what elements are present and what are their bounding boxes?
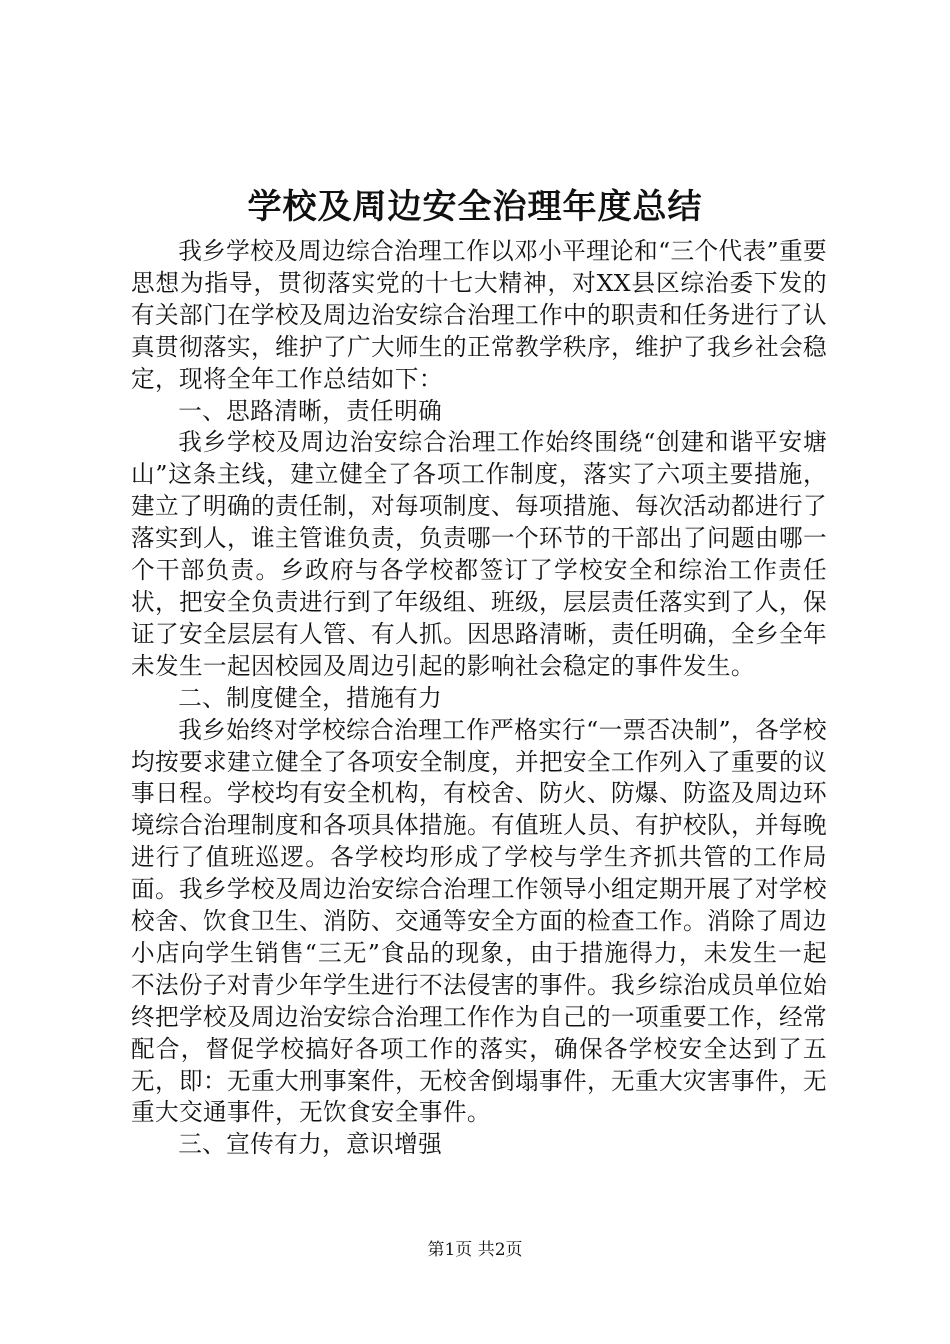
document-body <box>131 236 827 1161</box>
section-heading-1: 一、思路清晰，责任明确 <box>178 396 443 425</box>
section-heading-3: 三、宣传有力，意识增强 <box>178 1130 443 1159</box>
paragraph-section-1: 我乡学校及周边治安综合治理工作始终围绕“创建和谐平安塘山”这条主线，建立健全了各项工作制度，落实了六项主要措施，建立了明确的责任制，对每项制度、每项措施、每次活动都进行了落实到人，谁主管谁负责，负责哪一个环节的干部出了问题由哪一个干部负责。乡政府与各学校都签订了学校安全和综治工作责任状，把安全负责进行到了年级组、班级，层层责任落实到了人，保证了安全层层有人管、有人抓。因思路清晰，责任明确，全乡全年未发生一起因校园及周边引起的影响社会稳定的事件发生。 <box>131 428 827 680</box>
section-heading-2: 二、制度健全，措施有力 <box>178 683 443 712</box>
paragraph-intro: 我乡学校及周边综合治理工作以邓小平理论和“三个代表”重要思想为指导，贯彻落实党的十七大精神，对XX县区综治委下发的有关部门在学校及周边治安综合治理工作中的职责和任务进行了认真贯彻落实，维护了广大师生的正常教学秩序，维护了我乡社会稳定，现将全年工作总结如下： <box>131 237 827 393</box>
page-number: 第1页 共2页 <box>427 1240 523 1260</box>
document-title: 学校及周边安全治理年度总结 <box>247 187 703 227</box>
paragraph-section-2: 我乡始终对学校综合治理工作严格实行“一票否决制”，各学校均按要求建立健全了各项安全制度，并把安全工作列入了重要的议事日程。学校均有安全机构，有校舍、防火、防爆、防盗及周边环境综合治理制度和各项具体措施。有值班人员、有护校队，并每晚进行了值班巡逻。各学校均形成了学校与学生齐抓共管的工作局面。我乡学校及周边治安综合治理工作领导小组定期开展了对学校校舍、饮食卫生、消防、交通等安全方面的检查工作。消除了周边小店向学生销售“三无”食品的现象，由于措施得力，未发生一起不法份子对青少年学生进行不法侵害的事件。我乡综治成员单位始终把学校及周边治安综合治理工作作为自己的一项重要工作，经常配合，督促学校搞好各项工作的落实，确保各学校安全达到了五无，即：无重大刑事案件，无校舍倒塌事件，无重大灾害事件，无重大交通事件，无饮食安全事件。 <box>131 715 827 1127</box>
